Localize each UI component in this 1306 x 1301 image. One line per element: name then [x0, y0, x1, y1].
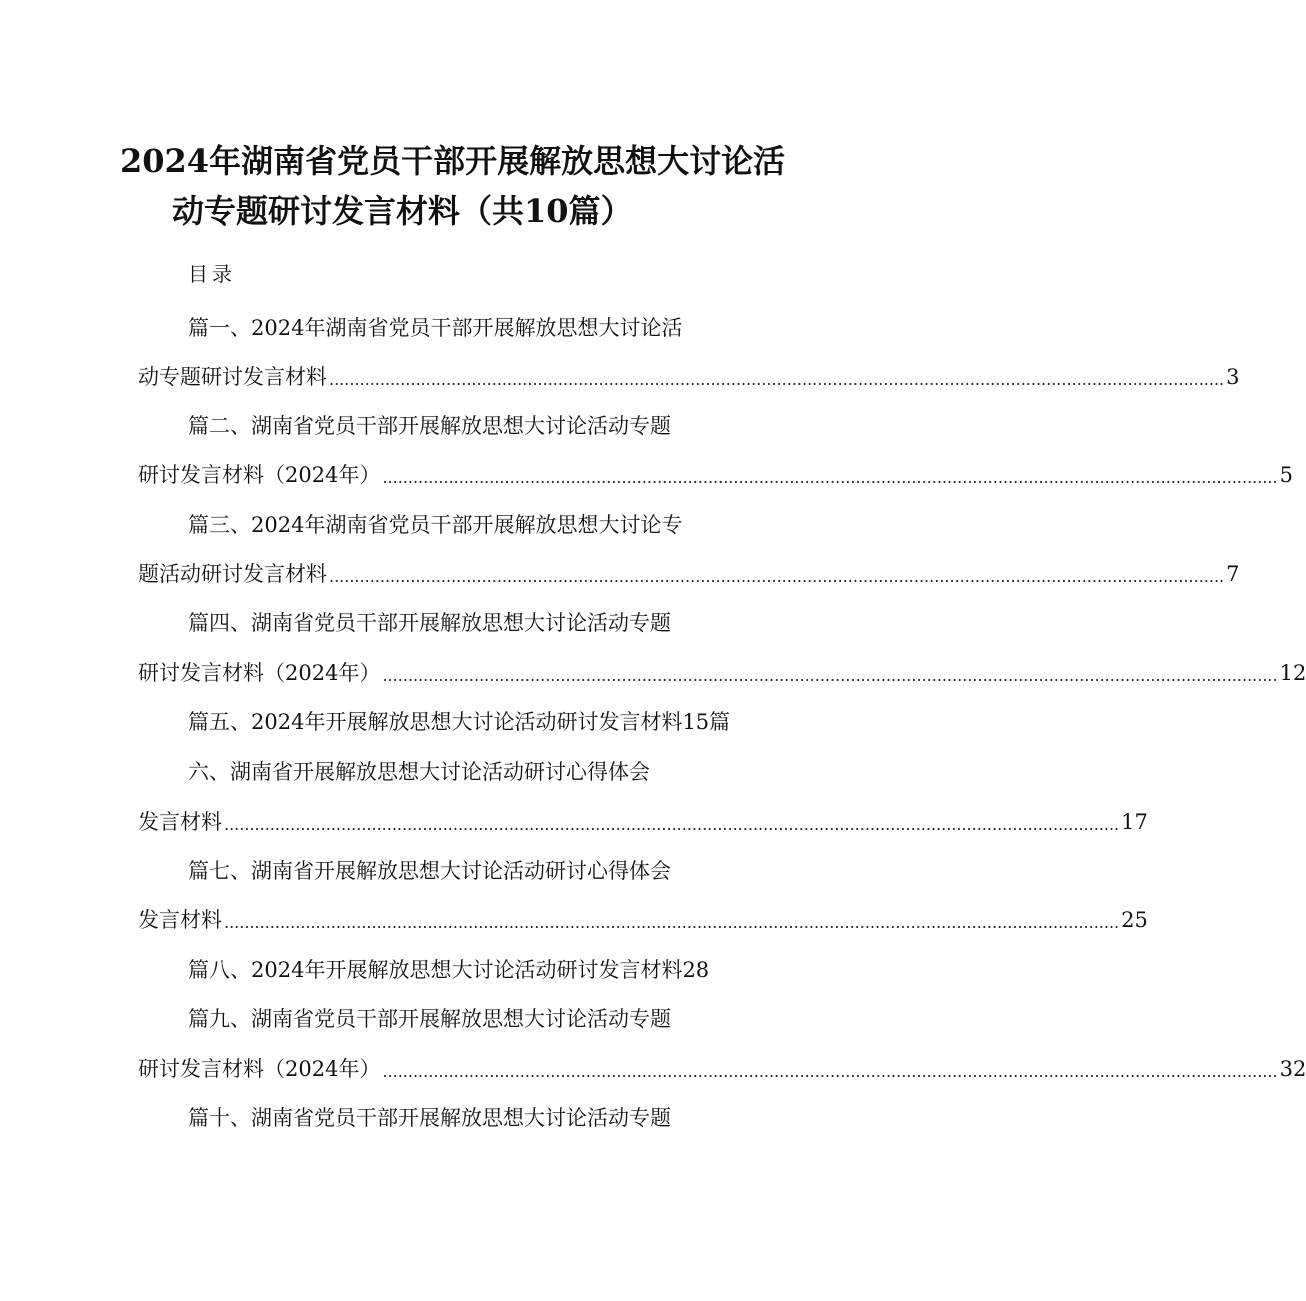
toc-entry-4-line-1[interactable]: 篇四、湖南省党员干部开展解放思想大讨论活动专题 — [188, 611, 671, 635]
toc-entry-9-line-1[interactable]: 篇九、湖南省党员干部开展解放思想大讨论活动专题 — [188, 1007, 671, 1031]
toc-heading: 目录 — [188, 262, 236, 286]
toc-entry-3-line-2[interactable] — [138, 558, 1240, 590]
toc-entry-8-line-1[interactable]: 篇八、2024年开展解放思想大讨论活动研讨发言材料28 — [188, 958, 710, 982]
toc-entry-10-line-1[interactable]: 篇十、湖南省党员干部开展解放思想大讨论活动专题 — [188, 1106, 671, 1130]
toc-leader-dots: ................................................................................................................................................................................ — [329, 567, 1225, 586]
toc-page-number: 17 — [1121, 810, 1148, 834]
toc-entry-text: 发言材料 — [138, 908, 222, 932]
toc-page-number: 25 — [1121, 908, 1148, 932]
toc-leader-dots: ................................................................................................................................................................................ — [224, 913, 1120, 932]
toc-entry-4-line-2[interactable] — [138, 657, 1306, 689]
title-line-1: 2024年湖南省党员干部开展解放思想大讨论活 — [120, 142, 786, 180]
toc-page-number: 7 — [1226, 562, 1240, 586]
toc-leader-dots: ................................................................................................................................................................................ — [382, 666, 1278, 685]
toc-entry-5-line-1[interactable]: 篇五、2024年开展解放思想大讨论活动研讨发言材料15篇 — [188, 710, 731, 734]
toc-entry-2-line-1[interactable]: 篇二、湖南省党员干部开展解放思想大讨论活动专题 — [188, 414, 671, 438]
toc-leader-dots: ................................................................................................................................................................................ — [382, 1062, 1278, 1081]
toc-leader-dots: ................................................................................................................................................................................ — [224, 815, 1120, 834]
title-line-2: 动专题研讨发言材料（共10篇） — [172, 192, 633, 230]
toc-entry-6-line-2[interactable] — [138, 806, 1148, 838]
toc-entry-2-line-2[interactable] — [138, 459, 1293, 491]
document-title — [120, 136, 820, 236]
toc-leader-dots: ................................................................................................................................................................................ — [329, 370, 1225, 389]
toc-entry-1-line-2[interactable] — [138, 361, 1240, 393]
toc-entry-7-line-2[interactable] — [138, 904, 1148, 936]
toc-entry-7-line-1[interactable]: 篇七、湖南省开展解放思想大讨论活动研讨心得体会 — [188, 859, 671, 883]
toc-entry-1-line-1[interactable]: 篇一、2024年湖南省党员干部开展解放思想大讨论活 — [188, 316, 683, 340]
toc-entry-6-line-1[interactable]: 六、湖南省开展解放思想大讨论活动研讨心得体会 — [188, 760, 650, 784]
toc-entry-text: 研讨发言材料（2024年） — [138, 1057, 381, 1081]
toc-leader-dots: ................................................................................................................................................................................ — [382, 468, 1278, 487]
toc-page-number: 5 — [1279, 463, 1293, 487]
toc-entry-3-line-1[interactable]: 篇三、2024年湖南省党员干部开展解放思想大讨论专 — [188, 513, 683, 537]
toc-entry-text: 动专题研讨发言材料 — [138, 365, 327, 389]
toc-entry-text: 研讨发言材料（2024年） — [138, 463, 381, 487]
toc-entry-text: 研讨发言材料（2024年） — [138, 661, 381, 685]
toc-entry-9-line-2[interactable] — [138, 1053, 1306, 1085]
toc-page-number: 12 — [1279, 661, 1306, 685]
toc-page-number: 3 — [1226, 365, 1240, 389]
toc-entry-text: 发言材料 — [138, 810, 222, 834]
toc-entry-text: 题活动研讨发言材料 — [138, 562, 327, 586]
toc-page-number: 32 — [1279, 1057, 1306, 1081]
